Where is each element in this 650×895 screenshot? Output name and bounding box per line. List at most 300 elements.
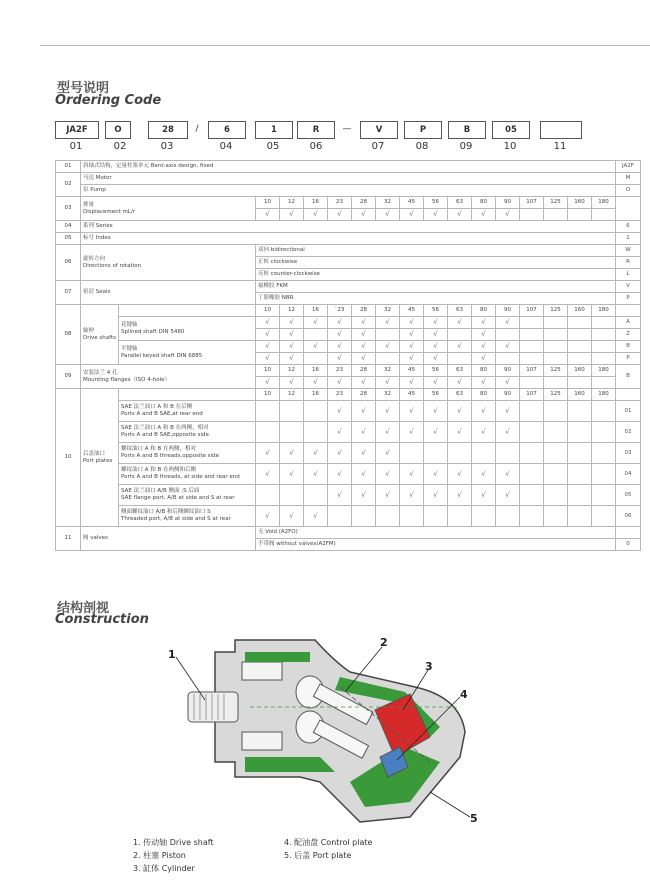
availability-mark: √: [280, 341, 304, 353]
availability-mark: √: [472, 485, 496, 506]
size-cell: 56: [424, 389, 448, 401]
size-cell: 12: [280, 305, 304, 317]
empty-cell: [616, 197, 641, 221]
empty-cell: [424, 506, 448, 527]
empty-cell: [496, 506, 520, 527]
empty-cell: [568, 353, 592, 365]
size-cell: 107: [520, 197, 544, 209]
availability-mark: √: [400, 209, 424, 221]
size-cell: 16: [304, 389, 328, 401]
size-cell: `23: [328, 305, 352, 317]
size-cell: 90: [496, 305, 520, 317]
displacement-label-en: Displacement mL/r: [83, 208, 136, 215]
construction-title-en: Construction: [55, 612, 149, 627]
availability-mark: √: [424, 317, 448, 329]
empty-cell: [544, 443, 568, 464]
availability-mark: √: [304, 443, 328, 464]
code-separator: /: [195, 124, 199, 134]
empty-cell: [520, 353, 544, 365]
availability-mark: √: [400, 341, 424, 353]
empty-cell: [448, 329, 472, 341]
option-text: 正转 clockwise: [256, 257, 616, 269]
construction-cutaway-diagram: [160, 632, 490, 827]
top-rule: [40, 45, 650, 46]
availability-mark: √: [472, 329, 496, 341]
availability-mark: √: [376, 341, 400, 353]
size-cell: 107: [520, 389, 544, 401]
code-number: 11: [553, 141, 567, 152]
code-box: B: [448, 121, 486, 139]
option-code: 0: [616, 539, 641, 551]
empty-cell: [568, 464, 592, 485]
port-plate-label-en: Port plates: [83, 457, 113, 464]
drive-shaft-shape: [188, 692, 238, 722]
option-code: 01: [616, 401, 641, 422]
legend-item: 3. 缸体 Cylinder: [133, 864, 195, 873]
row-label: [81, 365, 256, 389]
option-code: 04: [616, 464, 641, 485]
option-text: [119, 506, 256, 527]
availability-mark: √: [448, 464, 472, 485]
callout-5: 5: [470, 812, 478, 825]
table-row: [56, 365, 641, 377]
size-cell: 23: [328, 389, 352, 401]
empty-cell: [568, 317, 592, 329]
availability-mark: √: [472, 317, 496, 329]
empty-cell: [496, 443, 520, 464]
empty-cell: [520, 329, 544, 341]
table-row: [56, 173, 641, 185]
option-text: 不带阀 without valves(A2FM): [256, 539, 616, 551]
availability-mark: √: [376, 443, 400, 464]
empty-cell: [520, 422, 544, 443]
empty-cell: [304, 401, 328, 422]
empty-cell: [616, 389, 641, 401]
port-option-cn: 侧面螺纹油口 A/B 和后侧螺纹油口 S: [121, 509, 211, 515]
option-text: [119, 485, 256, 506]
option-text: 反转 counter-clockwise: [256, 269, 616, 281]
size-cell: 107: [520, 365, 544, 377]
availability-mark: √: [472, 464, 496, 485]
empty-cell: [544, 329, 568, 341]
empty-cell: [568, 443, 592, 464]
code-number: 07: [371, 141, 385, 152]
availability-mark: √: [328, 422, 352, 443]
row-number: 08: [56, 305, 81, 365]
availability-mark: √: [304, 464, 328, 485]
availability-mark: √: [424, 341, 448, 353]
availability-mark: √: [256, 329, 280, 341]
availability-mark: √: [304, 209, 328, 221]
empty-cell: [544, 401, 568, 422]
availability-mark: √: [472, 377, 496, 389]
port-option-cn: SAE 法兰油口 A 和 B 在后侧: [121, 404, 193, 410]
code-box: 05: [492, 121, 530, 139]
option-code: P: [616, 293, 641, 305]
availability-mark: √: [448, 422, 472, 443]
empty-cell: [424, 443, 448, 464]
empty-cell: [616, 305, 641, 317]
row-label: 密封 Seals: [81, 281, 256, 305]
option-code: 6: [616, 221, 641, 233]
size-cell: 56: [424, 305, 448, 317]
size-cell: 28: [352, 197, 376, 209]
callout-3: 3: [425, 660, 433, 673]
availability-mark: √: [400, 401, 424, 422]
table-row: [56, 317, 641, 329]
availability-mark: √: [280, 443, 304, 464]
legend-item: 4. 配油盘 Control plate: [284, 838, 373, 847]
availability-mark: √: [448, 485, 472, 506]
availability-mark: √: [280, 353, 304, 365]
code-number: 01: [69, 141, 83, 152]
availability-mark: √: [352, 341, 376, 353]
size-cell: 45: [400, 389, 424, 401]
empty-cell: [472, 443, 496, 464]
mounting-flange-label-en: Mounting flanges（ISO 4-hole）: [83, 376, 170, 383]
availability-mark: √: [328, 341, 352, 353]
empty-cell: [592, 317, 616, 329]
table-row: [56, 527, 641, 539]
availability-mark: √: [256, 317, 280, 329]
port-option-cn: SAE 法兰油口 A/B 侧面 ;S 后面: [121, 488, 200, 494]
size-cell: 56: [424, 365, 448, 377]
bearing-top: [242, 662, 282, 680]
size-cell: 90: [496, 197, 520, 209]
empty-cell: [568, 377, 592, 389]
availability-mark: √: [328, 485, 352, 506]
availability-mark: √: [256, 353, 280, 365]
empty-cell: [496, 353, 520, 365]
size-cell: 160: [568, 305, 592, 317]
empty-cell: [520, 209, 544, 221]
port-option-en: Threaded port, A/B at side and S at rear: [121, 516, 231, 522]
availability-mark: √: [352, 401, 376, 422]
table-row: [56, 464, 641, 485]
size-cell: 107: [520, 305, 544, 317]
port-option-cn: 螺纹油口 A 和 B 在两侧，相对: [121, 446, 197, 452]
availability-mark: √: [280, 506, 304, 527]
size-cell: 45: [400, 305, 424, 317]
availability-mark: √: [496, 317, 520, 329]
availability-mark: √: [496, 401, 520, 422]
empty-cell: [304, 353, 328, 365]
availability-mark: √: [424, 485, 448, 506]
size-cell: 45: [400, 197, 424, 209]
availability-mark: √: [424, 353, 448, 365]
availability-mark: √: [280, 464, 304, 485]
splined-shaft-cn: 花键轴: [121, 321, 138, 328]
table-row: [56, 197, 641, 209]
availability-mark: √: [352, 485, 376, 506]
oil-passage: [245, 757, 335, 772]
construction-title-cn: 结构剖视: [57, 601, 110, 616]
size-cell: 63: [448, 305, 472, 317]
empty-cell: [544, 341, 568, 353]
availability-mark: √: [448, 401, 472, 422]
option-code: Z: [616, 329, 641, 341]
option-text: [119, 422, 256, 443]
empty-cell: [304, 329, 328, 341]
availability-mark: √: [424, 329, 448, 341]
code-box: JA2F: [55, 121, 99, 139]
size-cell: 180: [592, 305, 616, 317]
empty-cell: [520, 317, 544, 329]
empty-cell: [520, 464, 544, 485]
empty-cell: [520, 341, 544, 353]
drive-shaft-label-en: Drive shafts: [83, 334, 116, 341]
size-cell: 160: [568, 389, 592, 401]
table-row: [56, 443, 641, 464]
availability-mark: √: [352, 464, 376, 485]
empty-cell: [472, 506, 496, 527]
option-code: P: [616, 353, 641, 365]
availability-mark: √: [328, 209, 352, 221]
size-cell: 10: [256, 389, 280, 401]
port-plate-label-cn: 后盖油口: [83, 450, 106, 457]
size-cell: 80: [472, 365, 496, 377]
empty-cell: [376, 353, 400, 365]
availability-mark: √: [424, 209, 448, 221]
row-number: 04: [56, 221, 81, 233]
availability-mark: √: [496, 209, 520, 221]
port-option-en: Ports A and B threads,opposite side: [121, 453, 219, 459]
empty-cell: [568, 506, 592, 527]
availability-mark: √: [256, 443, 280, 464]
availability-mark: √: [376, 317, 400, 329]
size-cell: 80: [472, 389, 496, 401]
rotation-label-en: Directions of rotation: [83, 262, 142, 269]
code-box: 28: [148, 121, 188, 139]
empty-cell: [592, 353, 616, 365]
option-code: 03: [616, 443, 641, 464]
table-row: [56, 245, 641, 257]
availability-mark: √: [352, 443, 376, 464]
legend-item: 1. 传动轴 Drive shaft: [133, 838, 214, 847]
keyed-shaft-en: Parallel keyed shaft DIN 6885: [121, 352, 203, 359]
bearing-bottom: [242, 732, 282, 750]
empty-cell: [376, 329, 400, 341]
size-cell: 160: [568, 365, 592, 377]
size-cell: 12: [280, 197, 304, 209]
option-code: B: [616, 341, 641, 353]
empty-cell: [304, 422, 328, 443]
size-cell: 12: [280, 389, 304, 401]
code-box: P: [404, 121, 442, 139]
availability-mark: √: [280, 317, 304, 329]
empty-cell: [592, 506, 616, 527]
availability-mark: √: [304, 317, 328, 329]
row-number: 02: [56, 173, 81, 197]
code-box: O: [105, 121, 131, 139]
availability-mark: √: [448, 341, 472, 353]
size-cell: 12: [280, 365, 304, 377]
displacement-label-cn: 排量: [83, 201, 95, 208]
option-code: L: [616, 269, 641, 281]
availability-mark: √: [376, 209, 400, 221]
size-cell: 28: [352, 389, 376, 401]
availability-mark: √: [328, 353, 352, 365]
code-number: 09: [459, 141, 473, 152]
size-cell: 23: [328, 365, 352, 377]
option-code: 05: [616, 485, 641, 506]
port-option-en: Ports A and B SAE,opposite side: [121, 432, 209, 438]
availability-mark: √: [400, 329, 424, 341]
availability-mark: √: [400, 353, 424, 365]
code-number: 06: [309, 141, 323, 152]
row-label: [81, 305, 119, 365]
size-cell: 63: [448, 365, 472, 377]
option-code: B: [616, 365, 641, 389]
row-number: 10: [56, 389, 81, 527]
availability-mark: √: [352, 317, 376, 329]
availability-mark: √: [424, 401, 448, 422]
availability-mark: √: [448, 317, 472, 329]
empty-cell: [280, 401, 304, 422]
size-cell: 125: [544, 365, 568, 377]
availability-mark: √: [400, 317, 424, 329]
size-cell: 16: [304, 365, 328, 377]
empty-cell: [592, 209, 616, 221]
availability-mark: √: [256, 506, 280, 527]
availability-mark: √: [448, 377, 472, 389]
oil-passage: [245, 652, 310, 662]
row-number: 01: [56, 161, 81, 173]
row-number: 11: [56, 527, 81, 551]
empty-cell: [592, 443, 616, 464]
table-row: [56, 422, 641, 443]
code-number: 02: [113, 141, 127, 152]
port-option-en: Ports A and B SAE,at rear end: [121, 411, 203, 417]
size-cell: 125: [544, 197, 568, 209]
empty-cell: [592, 341, 616, 353]
port-option-cn: 螺纹油口 A 和 B 在两侧和后侧: [121, 467, 197, 473]
empty-cell: [568, 209, 592, 221]
size-cell: 10: [256, 305, 280, 317]
availability-mark: √: [280, 329, 304, 341]
callout-4: 4: [460, 688, 468, 701]
size-cell: 32: [376, 365, 400, 377]
size-cell: 16: [304, 197, 328, 209]
availability-mark: √: [496, 464, 520, 485]
empty-cell: [568, 401, 592, 422]
empty-cell: [544, 377, 568, 389]
port-option-en: Ports A and B threads, at side and rear end: [121, 474, 240, 480]
empty-cell: [400, 506, 424, 527]
empty-cell: [119, 305, 256, 317]
empty-cell: [352, 506, 376, 527]
empty-cell: [568, 329, 592, 341]
option-text: 标号 Index: [81, 233, 616, 245]
legend-item: 5. 后盖 Port plate: [284, 851, 352, 860]
empty-cell: [592, 329, 616, 341]
empty-cell: [544, 485, 568, 506]
size-cell: 160: [568, 197, 592, 209]
empty-cell: [592, 401, 616, 422]
option-code: O: [616, 185, 641, 197]
empty-cell: [304, 485, 328, 506]
size-cell: 90: [496, 389, 520, 401]
table-row: [56, 305, 641, 317]
empty-cell: [544, 464, 568, 485]
size-cell: 90: [496, 365, 520, 377]
table-row: [56, 341, 641, 353]
size-cell: 10: [256, 197, 280, 209]
availability-mark: √: [496, 422, 520, 443]
empty-cell: [520, 485, 544, 506]
availability-mark: √: [328, 464, 352, 485]
option-code: V: [616, 281, 641, 293]
empty-cell: [448, 443, 472, 464]
empty-cell: [256, 422, 280, 443]
empty-cell: [544, 317, 568, 329]
availability-mark: √: [496, 377, 520, 389]
table-row: [56, 185, 641, 197]
size-cell: 180: [592, 389, 616, 401]
option-text: 丁腈橡胶 NBR: [256, 293, 616, 305]
empty-cell: [592, 422, 616, 443]
option-text: [119, 401, 256, 422]
availability-mark: √: [328, 443, 352, 464]
legend-item: 2. 柱塞 Piston: [133, 851, 186, 860]
size-cell: 180: [592, 365, 616, 377]
option-text: [119, 341, 256, 365]
code-separator: —: [342, 124, 352, 134]
code-box: 6: [208, 121, 246, 139]
row-label: [81, 245, 256, 281]
empty-cell: [568, 422, 592, 443]
empty-cell: [496, 329, 520, 341]
availability-mark: √: [472, 341, 496, 353]
option-text: 泵 Pump: [81, 185, 616, 197]
code-box: R: [297, 121, 335, 139]
empty-cell: [280, 485, 304, 506]
drive-shaft-label-cn: 轴伸: [83, 327, 95, 334]
empty-cell: [544, 506, 568, 527]
table-row: [56, 233, 641, 245]
row-number: 03: [56, 197, 81, 221]
empty-cell: [256, 485, 280, 506]
availability-mark: √: [328, 401, 352, 422]
availability-mark: √: [448, 209, 472, 221]
empty-cell: [448, 506, 472, 527]
empty-cell: [280, 422, 304, 443]
row-number: 06: [56, 245, 81, 281]
size-cell: 63: [448, 197, 472, 209]
empty-cell: [448, 353, 472, 365]
size-cell: 56: [424, 197, 448, 209]
rotation-label-cn: 旋转方向: [83, 255, 106, 262]
availability-mark: √: [472, 353, 496, 365]
table-row: [56, 281, 641, 293]
empty-cell: [520, 506, 544, 527]
availability-mark: √: [328, 377, 352, 389]
availability-mark: √: [400, 485, 424, 506]
row-label: 阀 valves: [81, 527, 256, 551]
availability-mark: √: [256, 464, 280, 485]
empty-cell: [568, 485, 592, 506]
empty-cell: [328, 506, 352, 527]
size-cell: 63: [448, 389, 472, 401]
table-row: [56, 506, 641, 527]
availability-mark: √: [352, 377, 376, 389]
row-label: [81, 197, 256, 221]
empty-cell: [544, 422, 568, 443]
empty-cell: [376, 506, 400, 527]
availability-mark: √: [352, 329, 376, 341]
availability-mark: √: [472, 422, 496, 443]
code-box: [540, 121, 582, 139]
